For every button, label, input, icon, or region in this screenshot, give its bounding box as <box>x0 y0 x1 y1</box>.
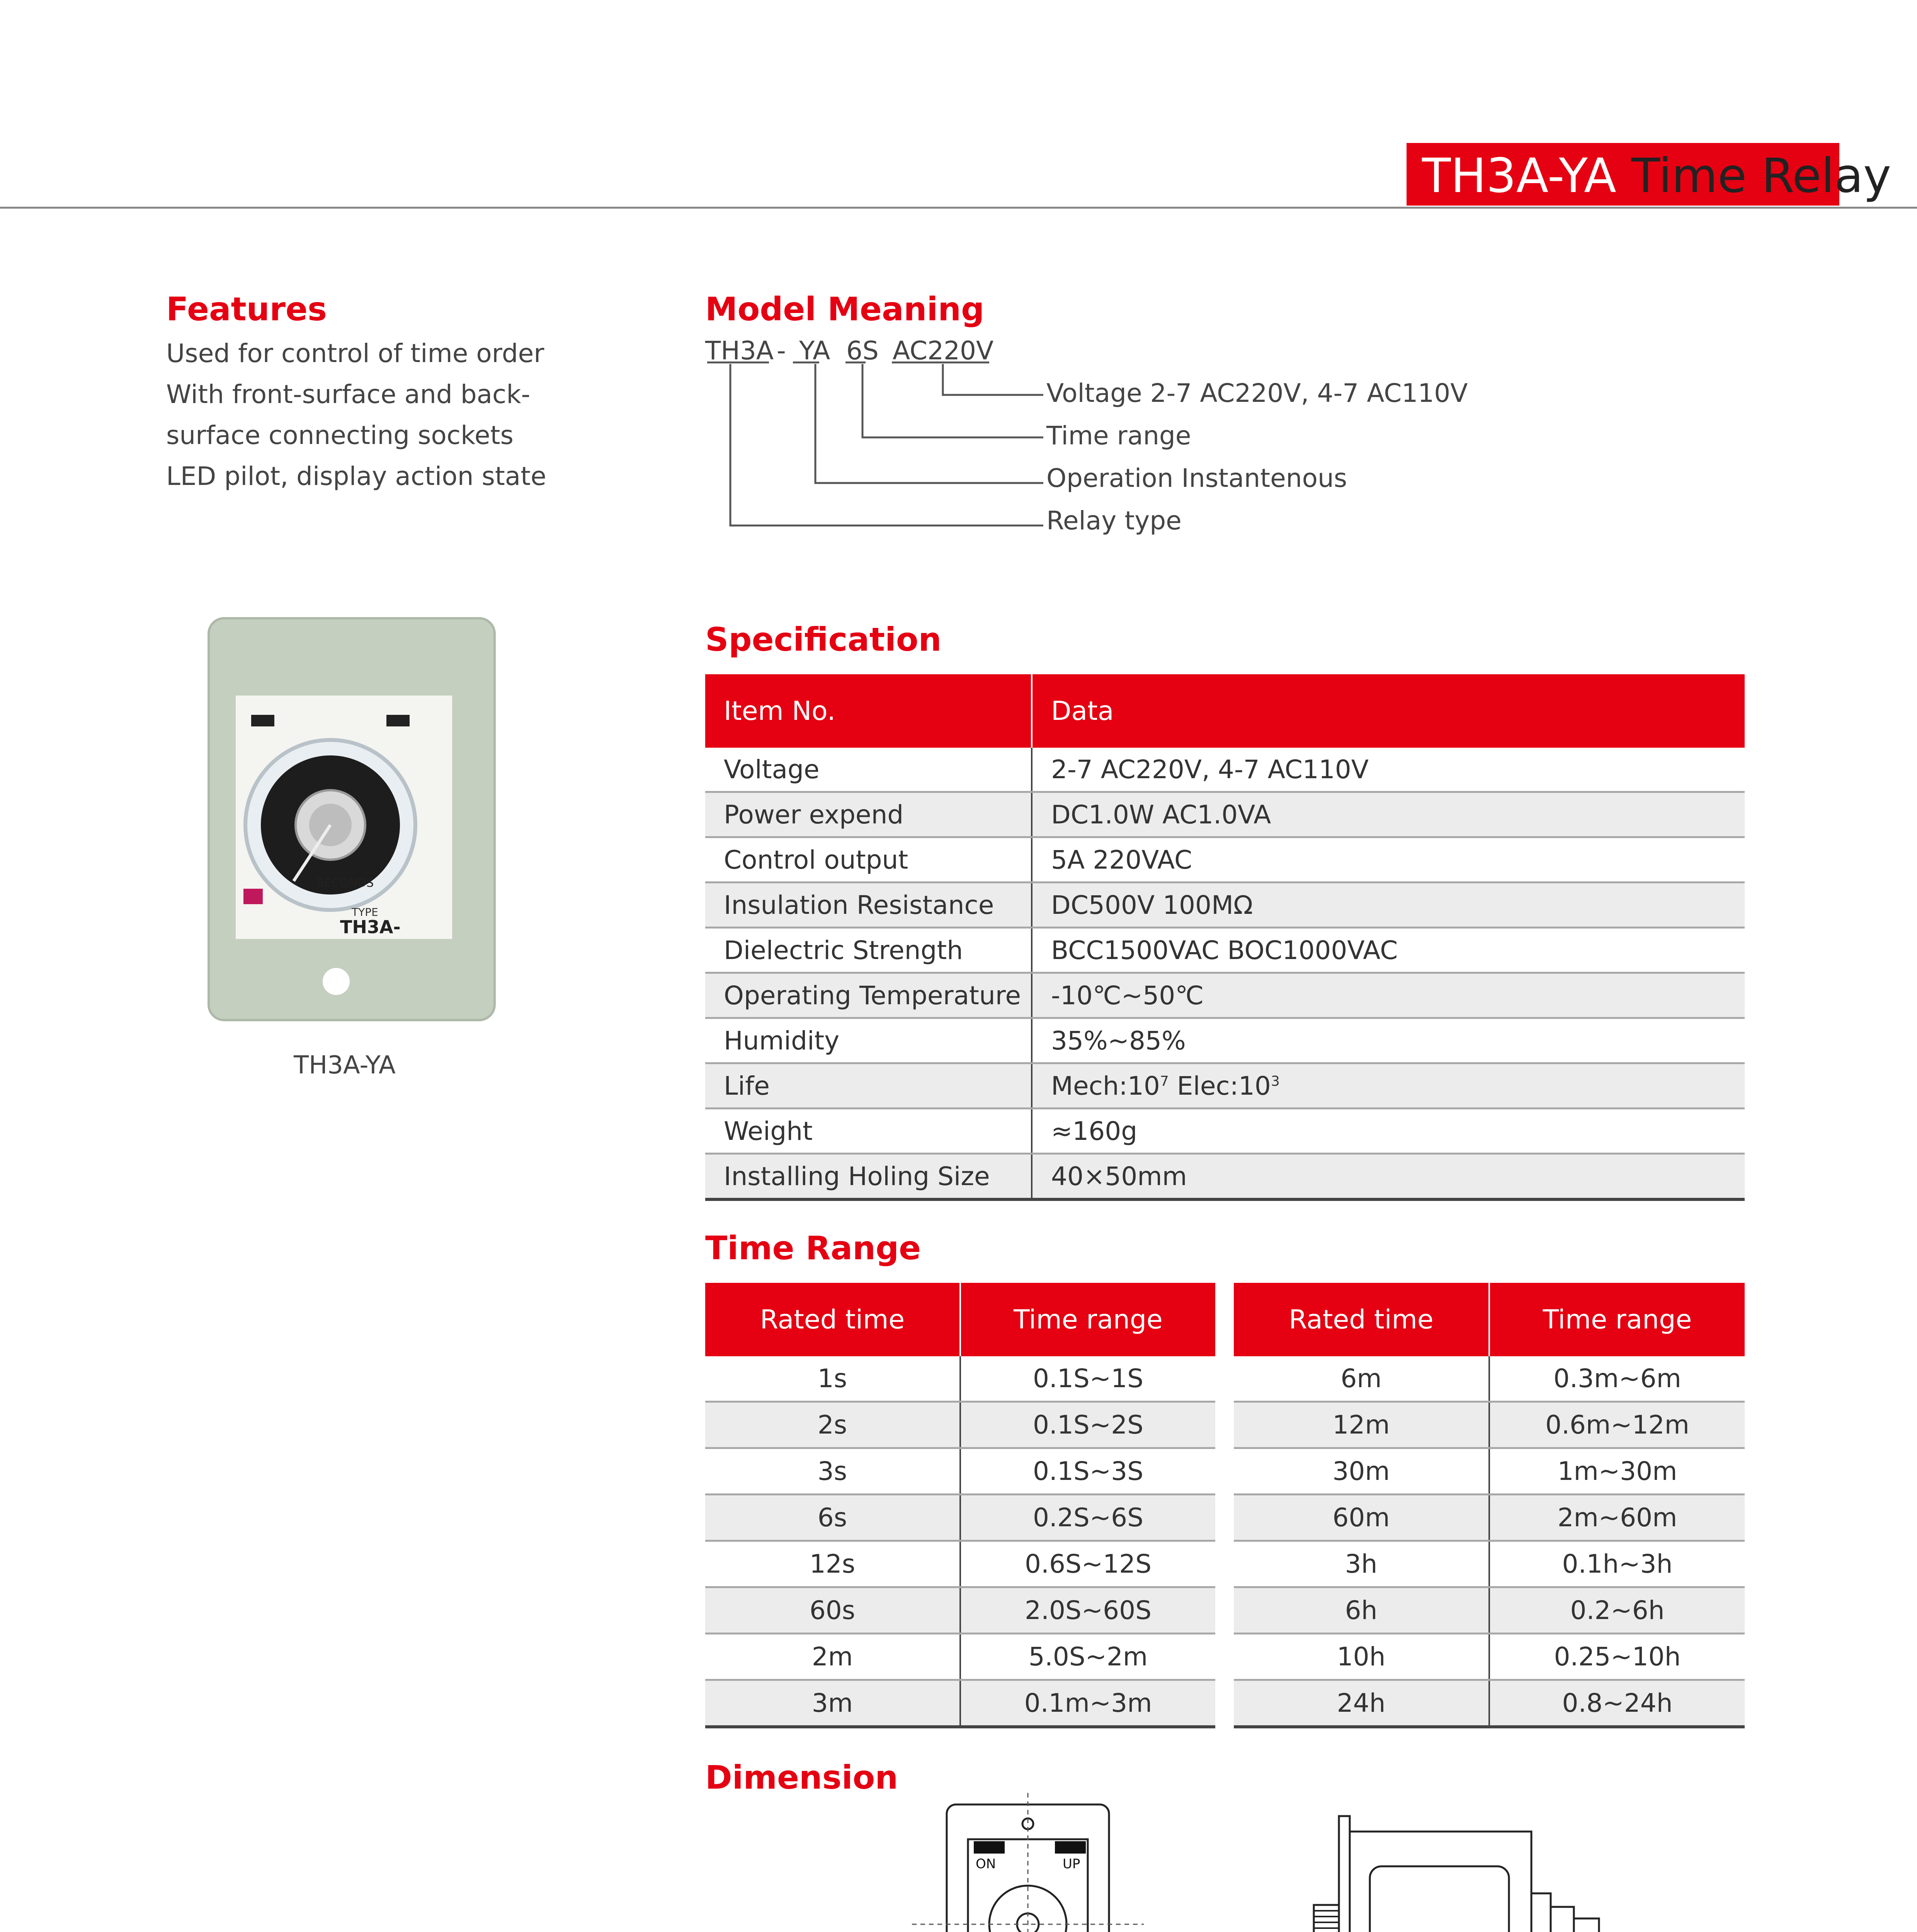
tr-range: 0.1S~2S <box>960 1402 1215 1448</box>
front-up-label: UP <box>1063 1856 1080 1872</box>
feature-line: With front-surface and back- <box>166 379 531 409</box>
spec-data: 2-7 AC220V, 4-7 AC110V <box>1032 748 1745 792</box>
tr-rated: 6m <box>1234 1356 1489 1402</box>
spec-life-mech-exp: 7 <box>1160 1073 1169 1089</box>
tr-range: 0.8~24h <box>1489 1680 1745 1727</box>
page-title-rest: Time Relay <box>1631 148 1891 203</box>
model-meaning-label: Time range <box>1046 421 1191 451</box>
page-title <box>1422 147 1891 205</box>
tr-rated: 3m <box>705 1680 960 1727</box>
page-title-model: TH3A-YA <box>1422 148 1616 203</box>
tr-range: 0.1h~3h <box>1489 1541 1745 1587</box>
spec-item: Voltage <box>705 748 1032 792</box>
table-row <box>705 883 1745 928</box>
features-list <box>166 333 546 497</box>
tr-header-row <box>705 1283 1215 1356</box>
tr-rated: 2s <box>705 1402 960 1448</box>
spec-item: Humidity <box>705 1018 1032 1063</box>
table-row <box>705 1495 1215 1541</box>
tr-rated: 10h <box>1234 1634 1489 1680</box>
tr-range: 0.3m~6m <box>1489 1356 1745 1402</box>
tr-header-rated: Rated time <box>705 1283 960 1356</box>
spec-life-mech: Mech:10 <box>1051 1071 1160 1101</box>
table-row <box>1234 1680 1745 1727</box>
tr-rated: 30m <box>1234 1448 1489 1495</box>
tr-range: 0.1m~3m <box>960 1680 1215 1727</box>
model-code-sep: - <box>777 336 786 366</box>
spec-item: Insulation Resistance <box>705 883 1032 928</box>
table-row <box>705 1587 1215 1634</box>
tr-rated: 3h <box>1234 1541 1489 1587</box>
table-row <box>1234 1495 1745 1541</box>
tr-header-row <box>1234 1283 1745 1356</box>
tr-range: 0.2S~6S <box>960 1495 1215 1541</box>
tr-rated: 2m <box>705 1634 960 1680</box>
features-title: Features <box>166 290 327 328</box>
feature-line: surface connecting sockets <box>166 420 514 450</box>
table-row <box>705 1018 1745 1063</box>
time-range-table-right <box>1234 1283 1745 1728</box>
tr-rated: 12s <box>705 1541 960 1587</box>
table-row <box>705 1634 1215 1680</box>
table-row <box>705 1154 1745 1200</box>
spec-item: Control output <box>705 837 1032 883</box>
spec-data: ≈160g <box>1032 1109 1745 1154</box>
table-row <box>705 1541 1215 1587</box>
tr-range: 0.6S~12S <box>960 1541 1215 1587</box>
tr-rated: 60s <box>705 1587 960 1634</box>
spec-header-row <box>705 674 1745 748</box>
time-range-table-left <box>705 1283 1215 1728</box>
tr-range: 1m~30m <box>1489 1448 1745 1495</box>
spec-item: Installing Holing Size <box>705 1154 1032 1200</box>
table-row <box>705 1063 1745 1109</box>
spec-data: DC500V 100MΩ <box>1032 883 1745 928</box>
model-code-p1: TH3A <box>705 336 774 366</box>
spec-life-elec: Elec:10 <box>1169 1071 1271 1101</box>
tr-range: 2.0S~60S <box>960 1587 1215 1634</box>
spec-item: Operating Temperature <box>705 973 1032 1018</box>
table-row <box>705 1356 1215 1402</box>
table-row <box>1234 1448 1745 1495</box>
spec-item: Life <box>705 1063 1032 1109</box>
tr-range: 5.0S~2m <box>960 1634 1215 1680</box>
table-row <box>705 1402 1215 1448</box>
front-on-label: ON <box>976 1856 996 1872</box>
table-row <box>705 792 1745 837</box>
specification-table <box>705 674 1745 1201</box>
table-row <box>705 1109 1745 1154</box>
spec-data: 40×50mm <box>1032 1154 1745 1200</box>
product-photo <box>201 611 502 1028</box>
tr-rated: 6s <box>705 1495 960 1541</box>
model-meaning-title: Model Meaning <box>705 290 985 328</box>
model-meaning-label: Voltage 2-7 AC220V, 4-7 AC110V <box>1046 378 1468 408</box>
tr-range: 0.6m~12m <box>1489 1402 1745 1448</box>
front-view-drawing <box>900 1793 1155 1932</box>
tr-header-range: Time range <box>1489 1283 1745 1356</box>
spec-data: 5A 220VAC <box>1032 837 1745 883</box>
table-row <box>705 748 1745 792</box>
table-row <box>705 1680 1215 1727</box>
model-code-p4: AC220V <box>893 336 994 366</box>
spec-item: Power expend <box>705 792 1032 837</box>
time-range-title: Time Range <box>705 1229 921 1267</box>
table-row <box>1234 1587 1745 1634</box>
spec-data: DC1.0W AC1.0VA <box>1032 792 1745 837</box>
side-view-drawing <box>1302 1808 1642 1932</box>
tr-rated: 1s <box>705 1356 960 1402</box>
spec-data: 35%~85% <box>1032 1018 1745 1063</box>
product-type-value: TH3A- <box>340 917 401 937</box>
spec-header-data: Data <box>1032 674 1745 748</box>
feature-line: LED pilot, display action state <box>166 461 546 491</box>
tr-header-rated: Rated time <box>1234 1283 1489 1356</box>
model-code-p3: 6S <box>846 336 879 366</box>
tr-range: 2m~60m <box>1489 1495 1745 1541</box>
table-row <box>705 1448 1215 1495</box>
table-row <box>705 837 1745 883</box>
table-row <box>705 928 1745 973</box>
tr-rated: 12m <box>1234 1402 1489 1448</box>
model-meaning-label: Relay type <box>1046 506 1182 536</box>
tr-rated: 3s <box>705 1448 960 1495</box>
table-row <box>1234 1356 1745 1402</box>
spec-data: BCC1500VAC BOC1000VAC <box>1032 928 1745 973</box>
spec-data <box>1032 1063 1745 1109</box>
tr-range: 0.2~6h <box>1489 1587 1745 1634</box>
tr-rated: 6h <box>1234 1587 1489 1634</box>
tr-rated: 60m <box>1234 1495 1489 1541</box>
feature-line: Used for control of time order <box>166 338 544 368</box>
specification-title: Specification <box>705 621 942 658</box>
dimension-title: Dimension <box>705 1759 898 1796</box>
spec-item: Weight <box>705 1109 1032 1154</box>
spec-item: Dielectric Strength <box>705 928 1032 973</box>
table-row <box>1234 1541 1745 1587</box>
spec-data: -10℃~50℃ <box>1032 973 1745 1018</box>
header-rule <box>0 207 1917 209</box>
tr-range: 0.1S~1S <box>960 1356 1215 1402</box>
spec-header-item: Item No. <box>705 674 1032 748</box>
product-type-label: TYPE <box>352 906 378 918</box>
table-row <box>1234 1402 1745 1448</box>
spec-life-elec-exp: 3 <box>1271 1073 1280 1089</box>
table-row <box>705 973 1745 1018</box>
model-meaning-label: Operation Instantenous <box>1046 463 1347 493</box>
tr-range: 0.25~10h <box>1489 1634 1745 1680</box>
model-code-p2: YA <box>799 336 830 366</box>
tr-rated: 24h <box>1234 1680 1489 1727</box>
tr-range: 0.1S~3S <box>960 1448 1215 1495</box>
model-meaning-labels <box>1046 373 1468 543</box>
tr-header-range: Time range <box>960 1283 1215 1356</box>
model-meaning-leader-lines <box>703 359 1043 537</box>
table-row <box>1234 1634 1745 1680</box>
product-dial-label: SECONDS <box>317 876 374 890</box>
product-caption: TH3A-YA <box>294 1051 396 1080</box>
